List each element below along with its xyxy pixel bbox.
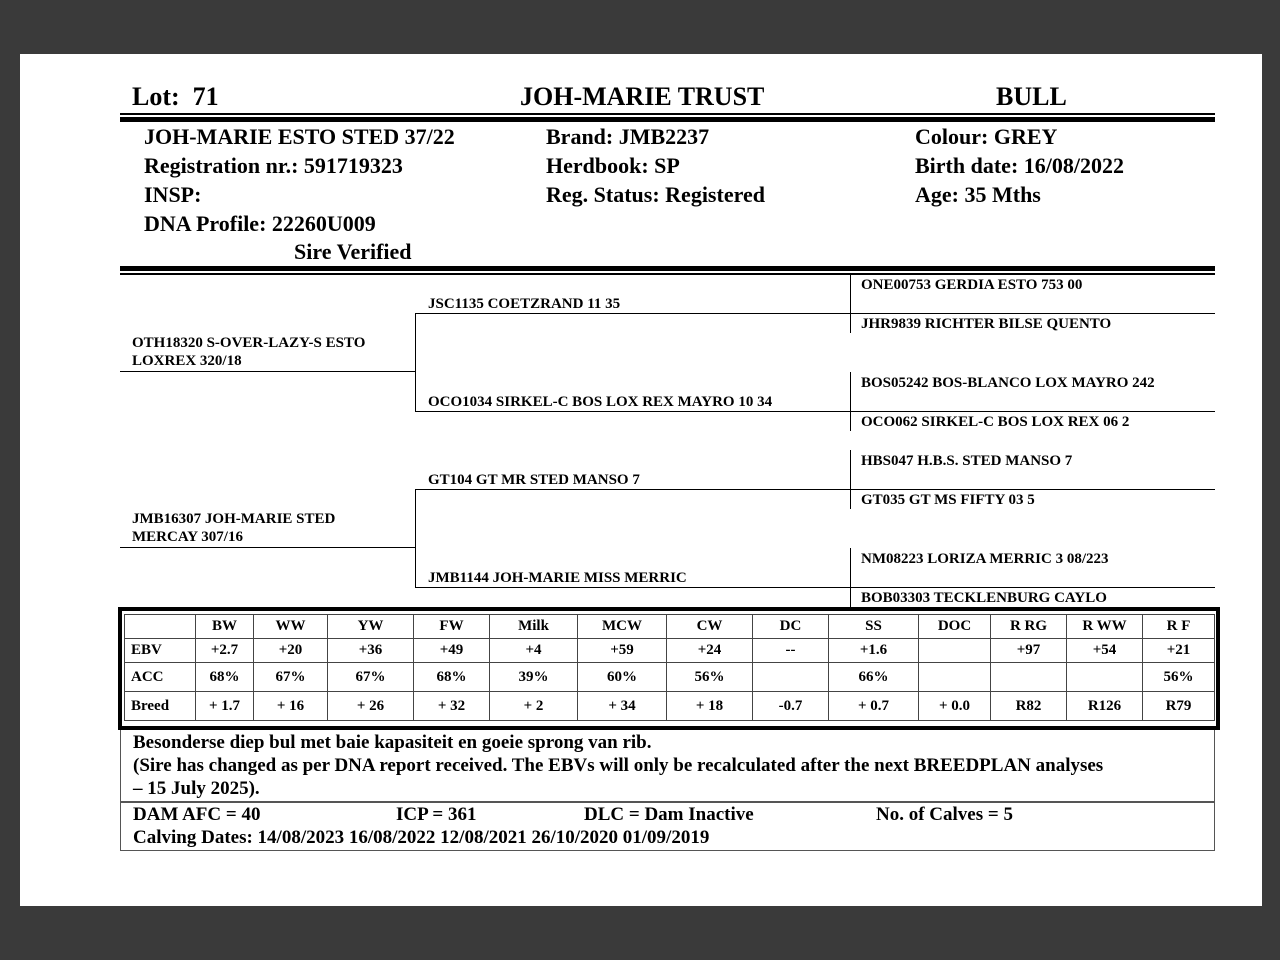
ebv-cell: + 26 — [328, 692, 414, 721]
pedigree-sdd: OCO062 SIRKEL-C BOS LOX REX 06 2 — [861, 414, 1130, 430]
age: Age: 35 Mths — [915, 182, 1041, 207]
ebv-cell — [753, 663, 829, 692]
remarks-line: Besonderse diep bul met baie kapasiteit en goeie sprong van rib. — [133, 732, 652, 753]
dam-afc: DAM AFC = 40 — [133, 804, 261, 825]
pedigree-sire-dam: OCO1034 SIRKEL-C BOS LOX REX MAYRO 10 34 — [428, 394, 773, 410]
animal-name: JOH-MARIE ESTO STED 37/22 — [144, 124, 455, 149]
ebv-row-label: EBV — [125, 639, 196, 663]
ebv-cell: +1.6 — [829, 639, 919, 663]
ebv-cell: -- — [753, 639, 829, 663]
ebv-cell: +36 — [328, 639, 414, 663]
ebv-cell: + 0.7 — [829, 692, 919, 721]
pedigree-line-g3d — [850, 587, 1215, 588]
ebv-header-cell: R WW — [1067, 615, 1143, 639]
ebv-cell: + 16 — [254, 692, 328, 721]
calving-dates: Calving Dates: 14/08/2023 16/08/2022 12/08/2021 26/10/2020 01/09/2019 — [133, 827, 710, 848]
pedigree-line-g3c — [850, 489, 1215, 490]
ebv-row-label: Breed — [125, 692, 196, 721]
pedigree-line-g3b — [850, 411, 1215, 412]
ebv-header-cell: BW — [196, 615, 254, 639]
pedigree-dam-sire: GT104 GT MR STED MANSO 7 — [428, 472, 640, 488]
birth-date: Birth date: 16/08/2022 — [915, 153, 1124, 178]
pedigree-dds: NM08223 LORIZA MERRIC 3 08/223 — [861, 551, 1109, 567]
sex-label: BULL — [996, 82, 1067, 111]
ebv-header-cell — [125, 615, 196, 639]
ebv-cell — [919, 639, 991, 663]
ebv-cell — [991, 663, 1067, 692]
ebv-cell: + 1.7 — [196, 692, 254, 721]
ebv-row-breed — [125, 692, 1215, 721]
pedigree-line-g3a — [850, 313, 1215, 314]
pedigree-connector-dd — [850, 548, 851, 607]
remarks-box — [120, 730, 1215, 802]
ebv-cell: +24 — [667, 639, 753, 663]
pedigree-ssd: JHR9839 RICHTER BILSE QUENTO — [861, 316, 1112, 332]
pedigree-line-ss — [415, 313, 851, 314]
ebv-cell: +97 — [991, 639, 1067, 663]
pedigree-sire-line2: LOXREX 320/18 — [132, 353, 242, 369]
registration-number: Registration nr.: 591719323 — [144, 153, 403, 178]
lot-label-text: Lot: — [132, 82, 180, 111]
pedigree-sds: BOS05242 BOS-BLANCO LOX MAYRO 242 — [861, 375, 1155, 391]
pedigree-ddd: BOB03303 TECKLENBURG CAYLO — [861, 590, 1107, 606]
dam-calves: No. of Calves = 5 — [876, 804, 1013, 825]
ebv-header-row — [125, 615, 1215, 639]
ebv-cell: + 2 — [490, 692, 578, 721]
ebv-cell: +2.7 — [196, 639, 254, 663]
pedigree-line-sire — [120, 371, 416, 372]
ebv-row-ebv — [125, 639, 1215, 663]
reg-status: Reg. Status: Registered — [546, 182, 765, 207]
dna-profile: DNA Profile: 22260U009 — [144, 211, 376, 236]
sire-verified: Sire Verified — [294, 239, 412, 264]
ebv-header-cell: YW — [328, 615, 414, 639]
remarks-line: (Sire has changed as per DNA report received. The EBVs will only be recalculated after the next BREEDPLAN analyses — [133, 755, 1104, 776]
dam-dlc: DLC = Dam Inactive — [584, 804, 754, 825]
ebv-cell: + 18 — [667, 692, 753, 721]
ebv-header-cell: DOC — [919, 615, 991, 639]
pedigree-dam-line2: MERCAY 307/16 — [132, 529, 243, 545]
ebv-table — [118, 607, 1220, 730]
pedigree-line-dd — [415, 587, 851, 588]
ebv-header-cell: Milk — [490, 615, 578, 639]
ebv-header-cell: R F — [1143, 615, 1215, 639]
ebv-cell: + 32 — [414, 692, 490, 721]
ebv-header-cell: WW — [254, 615, 328, 639]
pedigree-line-dam — [120, 547, 416, 548]
pedigree-connector-dam — [415, 489, 416, 587]
ebv-row-label: ACC — [125, 663, 196, 692]
ebv-cell: R82 — [991, 692, 1067, 721]
ebv-header-cell: DC — [753, 615, 829, 639]
ebv-cell: 56% — [1143, 663, 1215, 692]
ebv-cell: 67% — [328, 663, 414, 692]
ebv-cell — [1067, 663, 1143, 692]
dam-info-box — [120, 802, 1215, 851]
lot-number: 71 — [192, 82, 219, 111]
ebv-cell: 68% — [414, 663, 490, 692]
ebv-cell: 68% — [196, 663, 254, 692]
ebv-cell: +54 — [1067, 639, 1143, 663]
pedigree-connector-sd — [850, 372, 851, 431]
ebv-cell: 66% — [829, 663, 919, 692]
pedigree-sire-line1: OTH18320 S-OVER-LAZY-S ESTO — [132, 335, 366, 351]
ebv-cell: R126 — [1067, 692, 1143, 721]
details-rule-thick — [120, 266, 1215, 271]
pedigree-connector-sire — [415, 313, 416, 411]
pedigree-connector-ds — [850, 450, 851, 509]
pedigree-dss: HBS047 H.B.S. STED MANSO 7 — [861, 453, 1073, 469]
pedigree-sss: ONE00753 GERDIA ESTO 753 00 — [861, 277, 1083, 293]
remarks-line: – 15 July 2025). — [133, 778, 260, 799]
ebv-cell: 60% — [578, 663, 667, 692]
pedigree-dam-line1: JMB16307 JOH-MARIE STED — [132, 511, 336, 527]
colour: Colour: GREY — [915, 124, 1058, 149]
pedigree-line-ds — [415, 489, 851, 490]
ebv-cell: 67% — [254, 663, 328, 692]
ebv-cell: +21 — [1143, 639, 1215, 663]
ebv-row-acc — [125, 663, 1215, 692]
pedigree-dam-dam: JMB1144 JOH-MARIE MISS MERRIC — [428, 570, 687, 586]
header-rule-thin — [120, 113, 1215, 115]
pedigree-sire-sire: JSC1135 COETZRAND 11 35 — [428, 296, 621, 312]
ebv-cell: + 34 — [578, 692, 667, 721]
ebv-cell: +4 — [490, 639, 578, 663]
ebv-header-cell: FW — [414, 615, 490, 639]
lot-label — [132, 82, 219, 112]
pedigree-dsd: GT035 GT MS FIFTY 03 5 — [861, 492, 1035, 508]
details-rule-thin — [120, 273, 1215, 275]
brand: Brand: JMB2237 — [546, 124, 710, 149]
ebv-header-cell: R RG — [991, 615, 1067, 639]
pedigree-connector-ss — [850, 274, 851, 333]
ebv-cell: R79 — [1143, 692, 1215, 721]
pedigree-dam — [132, 510, 335, 546]
ebv-cell: +59 — [578, 639, 667, 663]
ebv-header-cell: CW — [667, 615, 753, 639]
ebv-cell: -0.7 — [753, 692, 829, 721]
ebv-header-cell: SS — [829, 615, 919, 639]
ebv-cell — [919, 663, 991, 692]
pedigree-sire — [132, 334, 365, 370]
pedigree-line-sd — [415, 411, 851, 412]
breeder-name: JOH-MARIE TRUST — [520, 82, 765, 111]
dam-icp: ICP = 361 — [396, 804, 477, 825]
ebv-header-cell: MCW — [578, 615, 667, 639]
ebv-cell: 39% — [490, 663, 578, 692]
ebv-cell: +20 — [254, 639, 328, 663]
ebv-cell: 56% — [667, 663, 753, 692]
ebv-cell: + 0.0 — [919, 692, 991, 721]
ebv-cell: +49 — [414, 639, 490, 663]
insp-label: INSP: — [144, 182, 202, 207]
herdbook: Herdbook: SP — [546, 153, 680, 178]
